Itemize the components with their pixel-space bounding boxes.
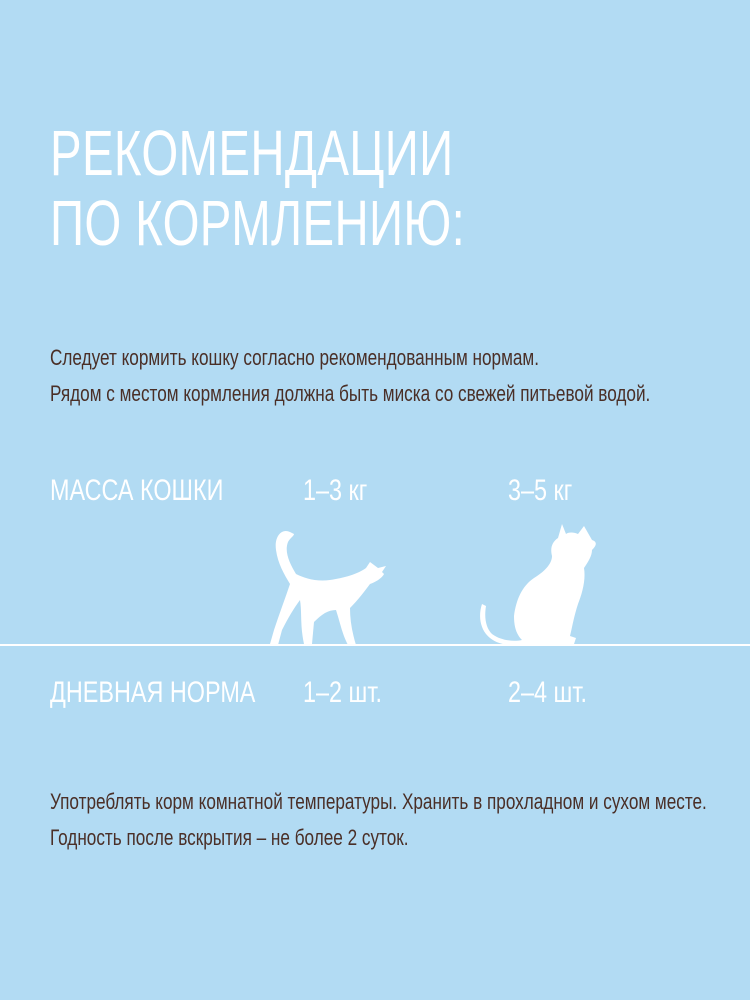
outro-line-2: Годность после вскрытия – не более 2 суток. — [50, 825, 409, 850]
weight-label: МАССА КОШКИ — [50, 474, 224, 507]
outro-line-1: Употреблять корм комнатной температуры. Хранить в прохладном и сухом месте. — [50, 789, 707, 814]
intro-line-2: Рядом с местом кормления должна быть миска со свежей питьевой водой. — [50, 381, 651, 406]
title-line-1: РЕКОМЕНДАЦИИ — [50, 117, 454, 189]
outro-text — [50, 784, 707, 856]
sitting-cat-icon — [478, 524, 604, 648]
intro-text — [50, 340, 650, 412]
intro-line-1: Следует кормить кошку согласно рекомендованным нормам. — [50, 345, 539, 370]
page-title — [50, 118, 465, 258]
norm-large-value: 2–4 шт. — [508, 676, 587, 709]
divider-line — [0, 644, 750, 646]
weight-large-value: 3–5 кг — [508, 474, 573, 507]
norm-label: ДНЕВНАЯ НОРМА — [50, 676, 256, 709]
title-line-2: ПО КОРМЛЕНИЮ: — [50, 187, 466, 259]
walking-cat-icon — [266, 526, 392, 648]
norm-small-value: 1–2 шт. — [303, 676, 382, 709]
weight-small-value: 1–3 кг — [303, 474, 368, 507]
